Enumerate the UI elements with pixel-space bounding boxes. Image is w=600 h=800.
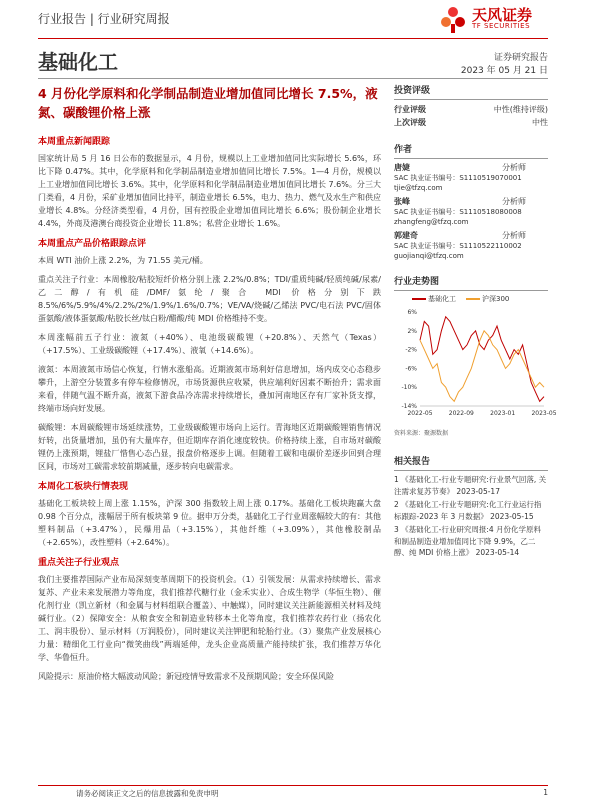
- author-name: 张峰: [394, 197, 410, 206]
- author-email[interactable]: zhangfeng@tfzq.com: [394, 218, 469, 226]
- legend-item-1: [466, 294, 509, 304]
- breadcrumb: 行业报告 | 行业研究周报: [38, 12, 170, 26]
- y-tick-label: -14%: [401, 403, 417, 410]
- x-tick-label: 2022-09: [448, 410, 474, 417]
- main-content: [38, 84, 381, 689]
- y-tick-label: -6%: [405, 365, 417, 373]
- page-header: [0, 0, 600, 38]
- series-line-0: [420, 317, 544, 402]
- section-heading: 本周化工板块行情表现: [38, 482, 129, 492]
- chart-legend: [412, 294, 548, 304]
- author-cert: SAC 执业证书编号：S1110519070001: [394, 174, 522, 182]
- authors: [394, 163, 548, 261]
- rating-rows: [394, 103, 548, 129]
- y-tick-label: -10%: [401, 384, 417, 392]
- rating-row: [394, 116, 548, 129]
- paragraph: 本周涨幅前五子行业：液氮（+40%）、电池级碳酸锂（+20.8%）、天然气（Texas）（+17.5%）、工业级碳酸锂（+17.4%）、液氧（+14.6%）。: [38, 333, 381, 355]
- paragraph: 重点关注子行业：本周橡胶/粘胶短纤价格分别上涨 2.2%/0.8%；TDI/重质纯碱/轻质纯碱/尿素/乙二醇/有机硅/DMF/氨纶/聚合 MDI 价格分别下跌 8.5%/6%/5.9%/4%/2.2%/2%/1.9%/1.6%/0.7%；VE/VA/烧碱/乙烯法 PVC/电石法 PVC/固体蛋氨酸/液体蛋氨酸/粘胶长丝/钛白粉/醋酸/纯 MDI 价格维持不变。: [38, 275, 381, 323]
- rating-key: 上次评级: [394, 118, 426, 127]
- author-name: 郭建奇: [394, 231, 418, 240]
- chart-source: 资料来源：聚源数据: [394, 430, 449, 437]
- rating-value: 中性(维持评级): [493, 105, 548, 114]
- related-report-link[interactable]: 1 《基础化工-行业专题研究:行业景气回落, 关注需求复苏节奏》 2023-05-17: [394, 475, 547, 496]
- paragraph: 碳酸锂：本周碳酸锂市场延续涨势，工业级碳酸锂市场向上运行。青海地区近期碳酸锂销售情况好转，出货量增加，虽仍有大量库存，但近期库存消化速度较快。价格持续上涨，自市场对碳酸锂仍上涨预期，锂盐厂惜售心态凸显，报盘价格逐步上调。但随着工碳和电碳价差逐步回到合理区间，市场对工碳需求较前期减量，逐步转向电碳需求。: [38, 423, 381, 471]
- y-tick-label: 6%: [407, 309, 417, 316]
- sidebar: [394, 80, 557, 561]
- related-title: 相关报告: [394, 451, 548, 471]
- rating-row: [394, 103, 548, 116]
- paragraph: 本周 WTI 油价上涨 2.2%，为 71.55 美元/桶。: [38, 256, 208, 265]
- rating-value: 中性: [532, 118, 548, 127]
- author-email[interactable]: tjie@tfzq.com: [394, 184, 443, 192]
- paragraph: 基础化工板块较上周上涨 1.15%，沪深 300 指数较上周上涨 0.17%。基础化工板块跑赢大盘 0.98 个百分点，涨幅居于所有板块第 9 位。据申万分类，基础化工子行业周涨幅较大的有：其他塑料制品（+3.47%），民爆用品（+3.15%），其他纤维（+3.09%），其他橡胶制品（+2.65%），改性塑料（+2.64%）。: [38, 499, 381, 547]
- headline: 4 月份化学原料和化学制品制造业增加值同比增长 7.5%，液氮、碳酸锂价格上涨: [38, 86, 378, 120]
- rating-title: 投资评级: [394, 80, 548, 100]
- header-divider: [38, 38, 548, 39]
- disclaimer-link[interactable]: 请务必阅读正文之后的信息披露和免责申明: [76, 789, 219, 798]
- x-tick-label: 2023-01: [490, 410, 516, 417]
- author-entry: [394, 231, 548, 261]
- authors-title: 作者: [394, 139, 548, 159]
- title-divider: [38, 78, 548, 79]
- paragraph: 液氮：本周液氮市场信心恢复，行情水涨船高。近期液氮市场利好信息增加，场内成交心态稳步攀升，上游空分装置多有停车检修情况，市场货源供应收紧，供应端利好因素不断抬升；需求面来看，伴随气温不断升高，液氮下游食品冷冻需求持续增长，叠加河南地区存有厂家补货支撑，终端市场向好发展。: [38, 365, 381, 413]
- author-role: 分析师: [502, 163, 526, 172]
- author-role: 分析师: [502, 231, 526, 240]
- x-tick-label: 2022-05: [407, 410, 433, 417]
- logo-icon: [438, 4, 468, 34]
- trend-title: 行业走势图: [394, 271, 548, 291]
- paragraph: 国家统计局 5 月 16 日公布的数据显示，4 月份，规模以上工业增加值同比实际增长 5.6%，环比下降 0.47%。其中，化学原料和化学制品制造业增加值同比增长 7.5%。1—4 月份，规模以上工业增加值同比增长 3.6%。其中，化学原料和化学制品制造业增加值同比增长 7.6%。分三大门类看，4 月份，采矿业增加值同比持平，制造业增长 6.5%，电力、热力、燃气及水生产和供应业增长 4.8%。分经济类型看，4 月份，国有控股企业增加值同比增长 6.6%；股份制企业增长 4.4%，外商及港澳台商投资企业增长 11.8%；私营企业增长 1.6%。: [38, 154, 381, 228]
- y-tick-label: 2%: [407, 327, 417, 335]
- related-reports: [394, 474, 548, 559]
- sections: [38, 134, 381, 683]
- section-heading: 本周重点新闻跟踪: [38, 137, 111, 147]
- legend-label-1: 沪深300: [482, 295, 510, 303]
- section-heading: 重点关注子行业观点: [38, 558, 120, 568]
- report-date: 2023 年 05 月 21 日: [460, 66, 548, 76]
- legend-label-0: 基础化工: [428, 295, 456, 303]
- page-number: 1: [543, 788, 548, 797]
- author-entry: [394, 197, 548, 227]
- footer-divider: [38, 785, 548, 786]
- related-report-link[interactable]: 2 《基础化工-行业专题研究:化工行业运行指标跟踪-2023 年 3 月数据》 2023-05-15: [394, 500, 542, 521]
- company-logo: [438, 2, 558, 36]
- related-report-link[interactable]: 3 《基础化工-行业研究周报:4 月份化学原料和制品制造业增加值同比下降 9.9%，乙二醇、纯 MDI 价格上涨》 2023-05-14: [394, 525, 542, 557]
- logo-text-cn: 天风证券: [472, 6, 533, 24]
- author-cert: SAC 执业证书编号：S1110518080008: [394, 208, 522, 216]
- paragraph: 我们主要推荐国际产业布局深刻变革周期下的投资机会。（1）引领发展：从需求持续增长、需求复苏、产业未来发展潜力等角度，我们推荐代糖行业（金禾实业）、合成生物学（华恒生物）、催化剂行业（凯立新材（和金属与材料组联合覆盖）、中触媒），同时建议关注新能源相关材料及纯碱行业。（2）保障安全：从粮食安全和制造业转移本土化等角度，我们推荐农药行业（扬农化工、润丰股份）、显示材料（万润股份），同时建议关注钾肥和轮胎行业。（3）聚焦产业发展核心力量：精细化工行业向“微笑曲线”两端延伸，龙头企业高质量产能持续扩张，我们推荐万华化学、华鲁恒升。: [38, 575, 381, 662]
- rating-key: 行业评级: [394, 105, 426, 114]
- trend-chart-svg: [394, 306, 557, 424]
- author-entry: [394, 163, 548, 193]
- author-email[interactable]: guojianqi@tfzq.com: [394, 252, 464, 260]
- author-role: 分析师: [502, 197, 526, 206]
- author-name: 唐婕: [394, 163, 410, 172]
- page-title: 基础化工: [38, 50, 118, 74]
- section-heading: 本周重点产品价格跟踪点评: [38, 239, 147, 249]
- y-tick-label: -2%: [405, 346, 417, 354]
- author-cert: SAC 执业证书编号：S1110522110002: [394, 242, 522, 250]
- logo-text-en: TF SECURITIES: [472, 22, 531, 30]
- report-type: 证券研究报告: [493, 53, 548, 63]
- trend-chart: [394, 306, 557, 424]
- paragraph: 风险提示：原油价格大幅波动风险；新冠疫情导致需求不及预期风险；安全环保风险: [38, 672, 334, 681]
- legend-item-0: [412, 294, 456, 304]
- x-tick-label: 2023-05: [531, 410, 557, 417]
